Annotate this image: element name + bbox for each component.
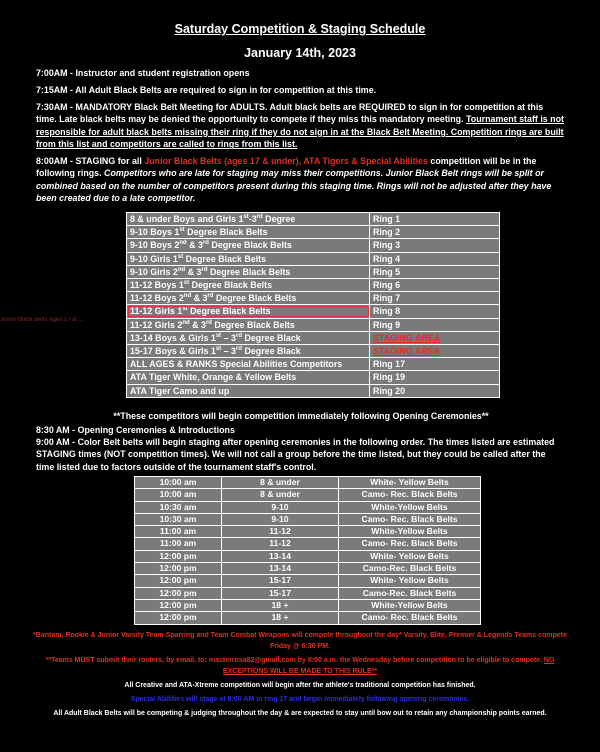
- side-note: Junior Black Belts ages 17 & ...: [0, 317, 84, 323]
- note-special-abilities: Special Abilities will stage at 8:00 AM in ring 17 and begin immediately following opening ceremonies.: [130, 696, 470, 703]
- bb-meeting-text: 7:30AM - MANDATORY Black Belt Meeting for ADULTS. Adult black belts are REQUIRED to sign in for competition at this time. Late black belts may be denied the opportunity to compete if they miss this mandatory meeting.: [36, 102, 544, 125]
- ring-group: 11-12 Boys 2nd & 3rd Degree Black Belts: [127, 292, 370, 305]
- staging-row: [135, 575, 481, 587]
- staging-belt: Camo-Rec. Black Belts: [339, 563, 481, 575]
- item-registration: 7:00AM - Instructor and student registration opens: [36, 68, 250, 78]
- ring-row: [127, 239, 500, 252]
- ring-group: 15-17 Boys & Girls 1st – 3rd Degree Black: [127, 345, 370, 358]
- rings-table: [126, 212, 500, 398]
- staging-belt: White- Yellow Belts: [339, 575, 481, 587]
- ring-assignment: Ring 2: [370, 226, 500, 239]
- event-date: January 14th, 2023: [244, 46, 356, 60]
- staging-belt: Camo- Rec. Black Belts: [339, 513, 481, 525]
- ring-assignment: Ring 19: [370, 371, 500, 384]
- staging-age: 9-10: [222, 513, 339, 525]
- staging-belt: White- Yellow Belts: [339, 477, 481, 489]
- staging-row: [135, 513, 481, 525]
- ring-assignment: Ring 3: [370, 239, 500, 252]
- ring-row: [127, 292, 500, 305]
- staging-time: 10:00 am: [135, 489, 222, 501]
- staging-time: 12:00 pm: [135, 612, 222, 624]
- staging-row: [135, 489, 481, 501]
- note-creative: All Creative and ATA-Xtreme competition will begin after the athlete's traditional competition has finished.: [124, 682, 476, 689]
- staging-time: 12:00 pm: [135, 599, 222, 611]
- staging-age: 8 & under: [222, 477, 339, 489]
- staging-age: 18 +: [222, 599, 339, 611]
- rosters-text: **Teams MUST submit their rosters, by email, to: masterrosa82@gmail.com by 8:00 a.m. the Wednesday before competition to be eligible to compete.: [45, 657, 544, 664]
- staging-belt: Camo- Rec. Black Belts: [339, 612, 481, 624]
- staging-time: 10:30 am: [135, 513, 222, 525]
- note-adult-black-belts: All Adult Black Belts will be competing & judging throughout the day & are expected to stay until bow out to retain any championship points earned.: [53, 710, 547, 717]
- staging-age: 11-12: [222, 538, 339, 550]
- item-color-belts: 9:00 AM - Color Belt belts will begin staging after opening ceremonies in the following order. The times listed are estimated STAGING times (NOT competition times). We will not call a group before the time listed, but they could be called after the time listed due to factors outside of the tournament staff's control.: [36, 437, 555, 472]
- ring-row: [127, 371, 500, 384]
- staging-age: 18 +: [222, 612, 339, 624]
- ring-assignment: Ring 8: [370, 305, 500, 318]
- ring-row: [127, 252, 500, 265]
- staging-time: 12:00 pm: [135, 575, 222, 587]
- staging-belt: Camo- Rec. Black Belts: [339, 538, 481, 550]
- staging-row: [135, 477, 481, 489]
- staging-time: 10:30 am: [135, 501, 222, 513]
- staging-row: [135, 550, 481, 562]
- staging-text-a: 8:00AM - STAGING for all: [36, 156, 145, 166]
- ring-group: 9-10 Boys 1st Degree Black Belts: [127, 226, 370, 239]
- staging-time: 12:00 pm: [135, 587, 222, 599]
- staging-age: 13-14: [222, 550, 339, 562]
- staging-time: 11:00 am: [135, 526, 222, 538]
- ring-row: [127, 213, 500, 226]
- staging-italic-text: Competitors who are late for staging may miss their competitions. Junior Black Belt rings will be split or combined based on the number of competitors present during this staging time. Rings will not be adjusted after they have been created due to a late competitor.: [36, 168, 552, 204]
- staging-age: 11-12: [222, 526, 339, 538]
- staging-row: [135, 612, 481, 624]
- note-rosters: [30, 656, 570, 677]
- staging-belt: Camo- Rec. Black Belts: [339, 489, 481, 501]
- ring-group: 8 & under Boys and Girls 1st-3rd Degree: [127, 213, 370, 226]
- ring-row: [127, 331, 500, 344]
- ring-row: [127, 265, 500, 278]
- ring-row: [127, 358, 500, 371]
- staging-time: 11:00 am: [135, 538, 222, 550]
- ring-group: ALL AGES & RANKS Special Abilities Competitors: [127, 358, 370, 371]
- ring-row: [127, 226, 500, 239]
- staging-time: 12:00 pm: [135, 550, 222, 562]
- ring-row: [127, 279, 500, 292]
- staging-row: [135, 563, 481, 575]
- staging-time: 10:00 am: [135, 477, 222, 489]
- staging-age: 8 & under: [222, 489, 339, 501]
- staging-red-text: Junior Black Belts (ages 17 & under), ATA Tigers & Special Abilities: [144, 156, 428, 166]
- staging-row: [135, 526, 481, 538]
- ring-assignment: STAGING AREA: [370, 345, 500, 358]
- ring-group: 11-12 Girls 2nd & 3rd Degree Black Belts: [127, 318, 370, 331]
- after-rings-note: **These competitors will begin competition immediately following Opening Ceremonies**: [113, 411, 489, 421]
- ring-group: 13-14 Boys & Girls 1st – 3rd Degree Black: [127, 331, 370, 344]
- staging-belt: White- Yellow Belts: [339, 550, 481, 562]
- staging-row: [135, 599, 481, 611]
- staging-row: [135, 501, 481, 513]
- staging-belt: White-Yellow Belts: [339, 599, 481, 611]
- ring-group: 9-10 Girls 1st Degree Black Belts: [127, 252, 370, 265]
- item-adult-signin: 7:15AM - All Adult Black Belts are required to sign in for competition at this time.: [36, 85, 377, 95]
- staging-age: 9-10: [222, 501, 339, 513]
- ring-group: 9-10 Girls 2nd & 3rd Degree Black Belts: [127, 265, 370, 278]
- staging-row: [135, 587, 481, 599]
- ring-row: [127, 305, 500, 318]
- ring-assignment: Ring 5: [370, 265, 500, 278]
- ring-row: [127, 384, 500, 397]
- ring-group: 11-12 Girls 1st Degree Black Belts: [127, 305, 370, 318]
- ring-group: 11-12 Boys 1st Degree Black Belts: [127, 279, 370, 292]
- ring-group: 9-10 Boys 2nd & 3rd Degree Black Belts: [127, 239, 370, 252]
- ring-row: [127, 345, 500, 358]
- ring-assignment: STAGING AREA: [370, 331, 500, 344]
- ring-group: ATA Tiger Camo and up: [127, 384, 370, 397]
- staging-age: 13-14: [222, 563, 339, 575]
- staging-age: 15-17: [222, 587, 339, 599]
- ring-group: ATA Tiger White, Orange & Yellow Belts: [127, 371, 370, 384]
- ring-assignment: Ring 6: [370, 279, 500, 292]
- ring-assignment: Ring 7: [370, 292, 500, 305]
- rosters-underlined: NO EXCEPTIONS WILL BE MADE TO THIS RULE**: [222, 657, 555, 675]
- staging-belt: White-Yellow Belts: [339, 526, 481, 538]
- staging-belt: White-Yellow Belts: [339, 501, 481, 513]
- staging-table: [134, 476, 481, 625]
- staging-age: 15-17: [222, 575, 339, 587]
- item-staging: [36, 155, 566, 205]
- note-team-sparring: *Bantam, Rookie & Junior Varsity Team Sparring and Team Combat Weapons will compete throughout the day* Varsity, Elite, Premier & Legends Teams compete Friday @ 6:30 PM.: [33, 632, 567, 650]
- ring-assignment: Ring 17: [370, 358, 500, 371]
- ring-assignment: Ring 4: [370, 252, 500, 265]
- staging-time: 12:00 pm: [135, 563, 222, 575]
- item-opening: 8:30 AM - Opening Ceremonies & Introductions: [36, 425, 235, 435]
- staging-text-b: competition will be in the following rings.: [36, 156, 537, 179]
- ring-assignment: Ring 1: [370, 213, 500, 226]
- bb-meeting-underlined: Tournament staff is not responsible for adult black belts missing their ring if they do not sign in at the Black Belt Meeting. Competition rings are built from this list and competitors are called to rings from this list.: [36, 114, 564, 150]
- ring-assignment: Ring 9: [370, 318, 500, 331]
- page-title: Saturday Competition & Staging Schedule: [174, 22, 426, 36]
- staging-row: [135, 538, 481, 550]
- ring-row: [127, 318, 500, 331]
- item-bb-meeting: [36, 101, 566, 151]
- ring-assignment: Ring 20: [370, 384, 500, 397]
- staging-belt: Camo-Rec. Black Belts: [339, 587, 481, 599]
